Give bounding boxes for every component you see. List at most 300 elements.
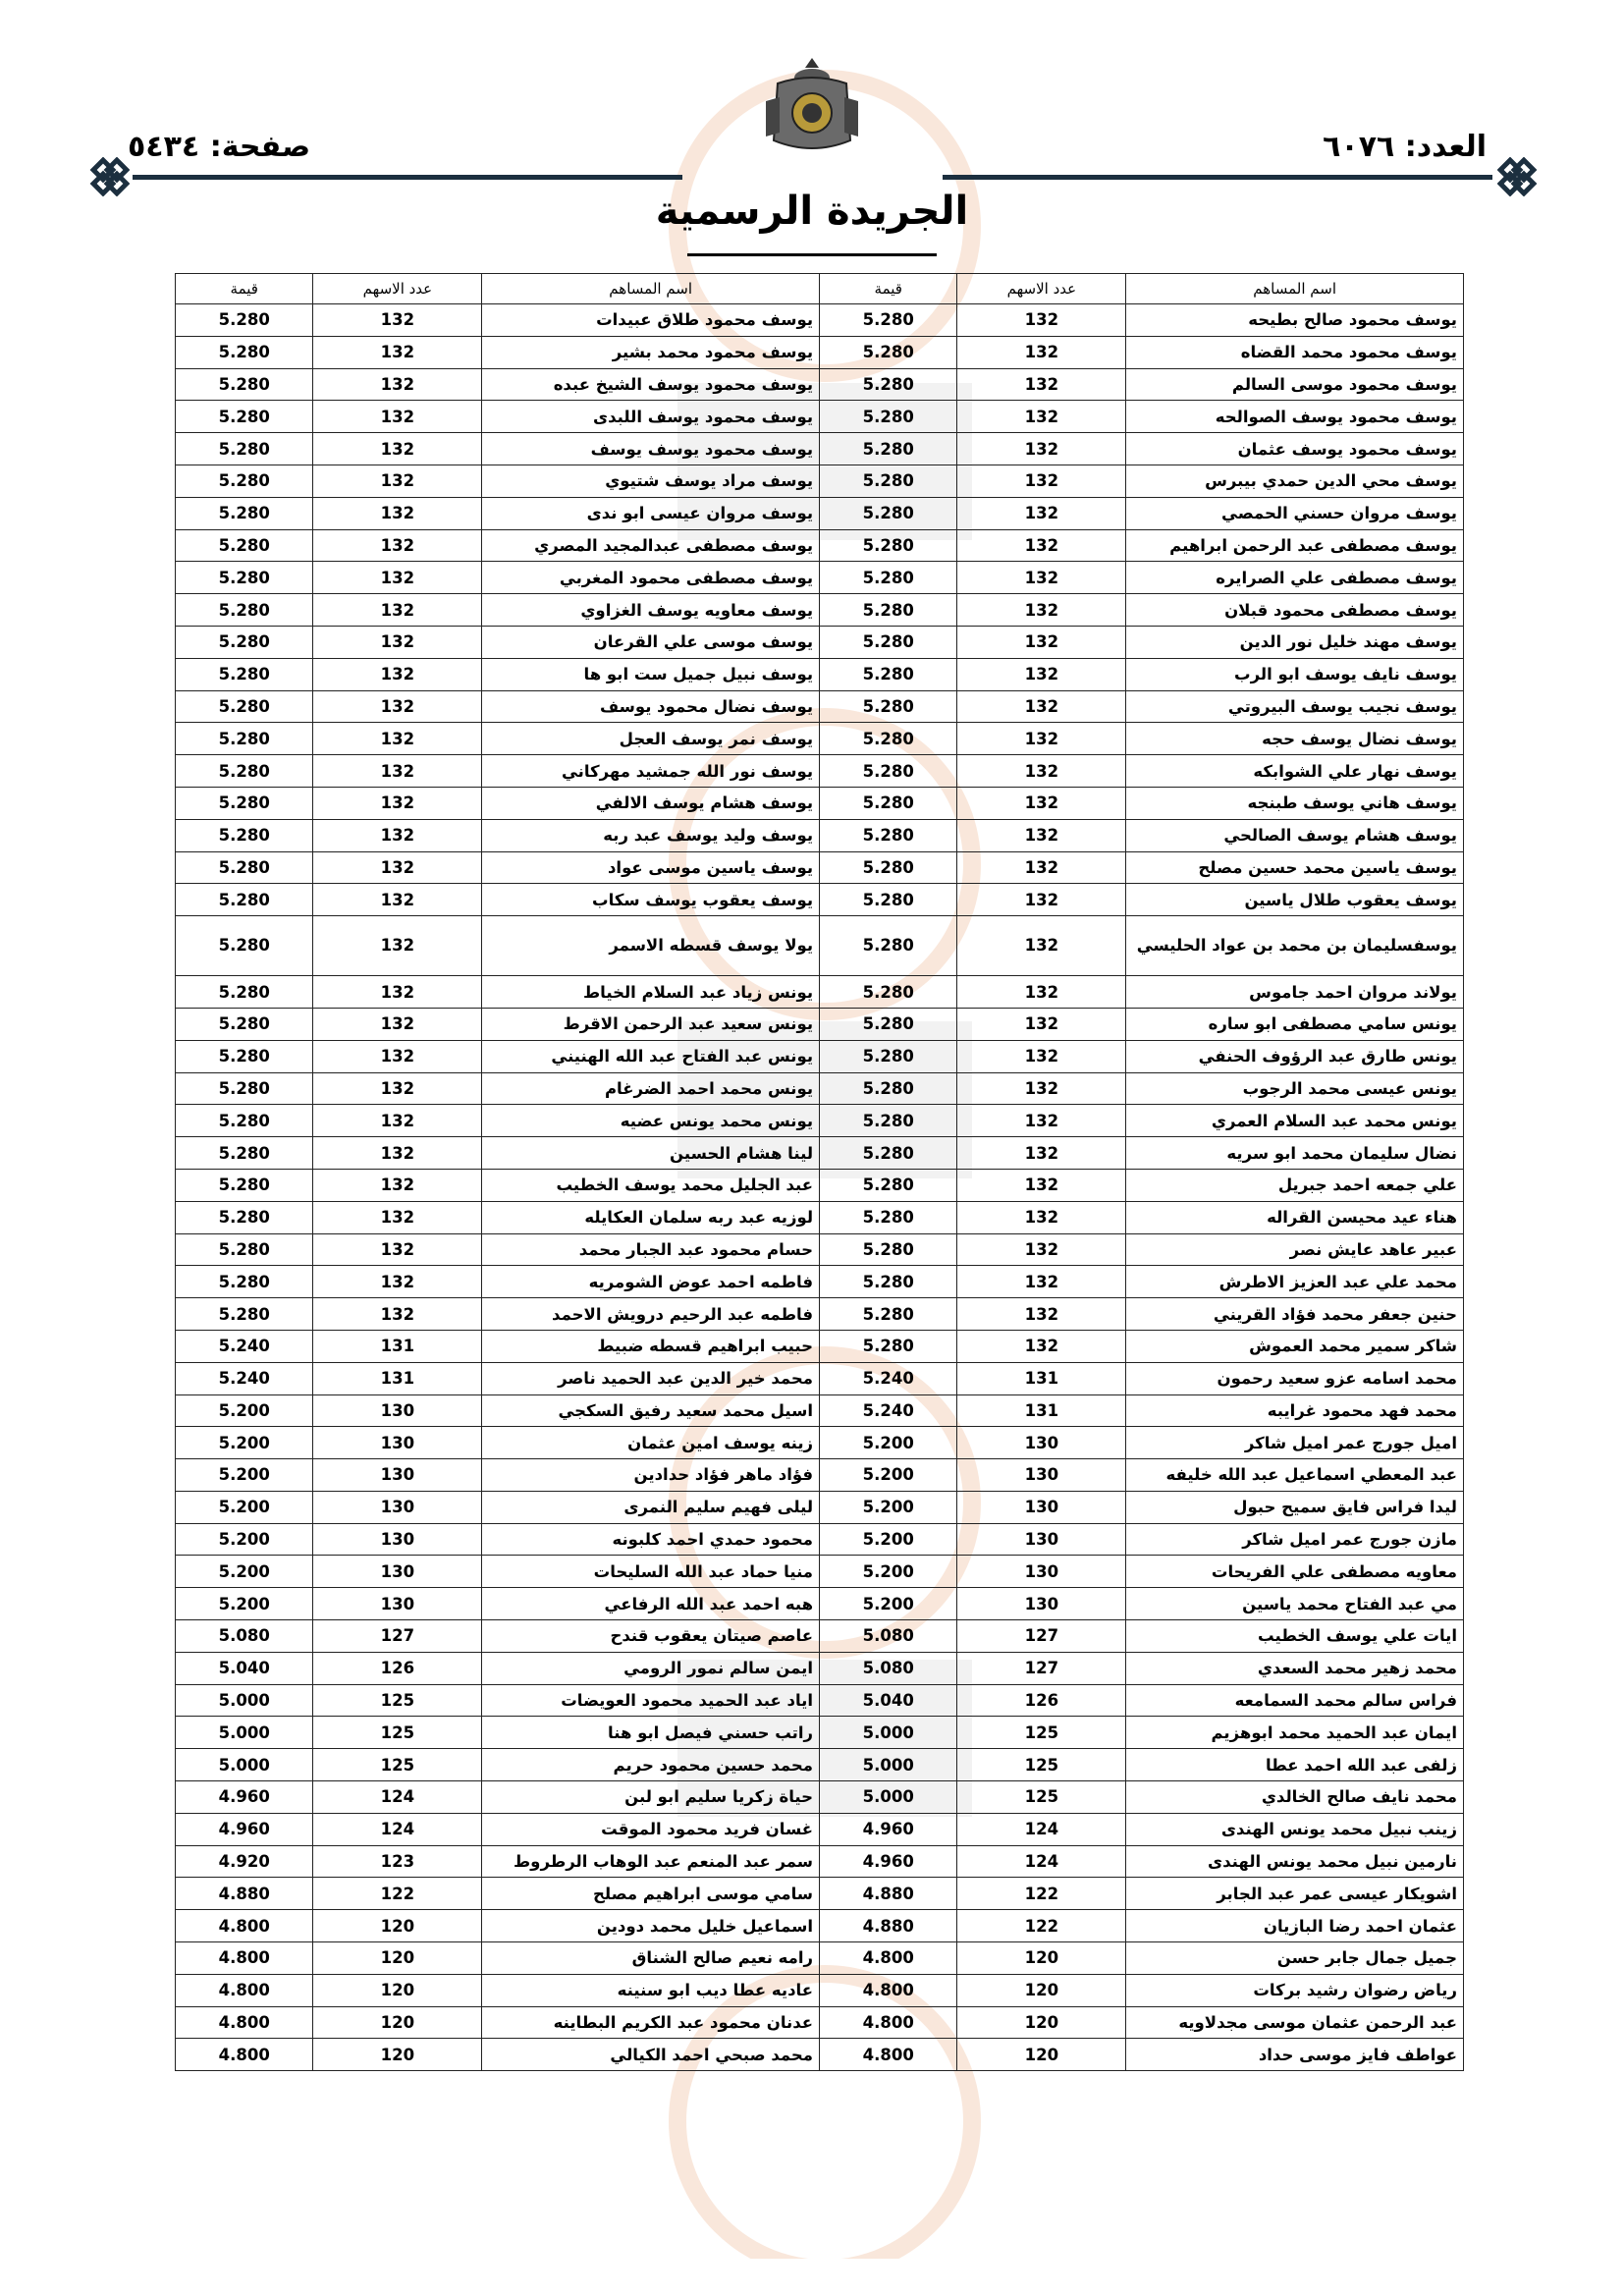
table-row [176, 1813, 1464, 1845]
shareholder-name-cell: يوسف محمود موسى السالم [1126, 368, 1464, 401]
share-count-cell: 120 [313, 1942, 482, 1975]
shareholder-name-cell: نضال سليمان محمد ابو سريه [1126, 1137, 1464, 1170]
share-value-cell: 5.000 [820, 1781, 957, 1814]
share-count-cell: 130 [313, 1459, 482, 1492]
shareholder-name-cell: يوسف ياسين موسى عواد [482, 851, 820, 884]
share-value-cell: 4.880 [820, 1878, 957, 1910]
shareholder-name-cell: عبد الجليل محمد يوسف الخطيب [482, 1169, 820, 1201]
table-row [176, 594, 1464, 627]
shareholder-name-cell: يوسف محمود صالح بطيحه [1126, 304, 1464, 337]
share-count-cell: 130 [313, 1427, 482, 1459]
shareholder-name-cell: يوسف وليد يوسف عبد ربه [482, 819, 820, 851]
shareholder-name-cell: حسام محمود عبد الجبار محمد [482, 1233, 820, 1266]
share-value-cell: 5.280 [176, 1040, 313, 1072]
share-count-cell: 120 [313, 2039, 482, 2071]
share-value-cell: 5.200 [176, 1491, 313, 1523]
share-count-cell: 122 [957, 1910, 1126, 1942]
share-value-cell: 5.240 [176, 1330, 313, 1362]
shareholder-name-cell: يوسف هشام يوسف الصالحي [1126, 819, 1464, 851]
share-value-cell: 5.280 [820, 1233, 957, 1266]
title-underline [687, 253, 937, 256]
table-row [176, 1910, 1464, 1942]
share-count-cell: 132 [957, 1298, 1126, 1331]
share-count-cell: 132 [313, 819, 482, 851]
shareholder-name-cell: يوسف نضال يوسف حجه [1126, 723, 1464, 755]
share-count-cell: 132 [957, 976, 1126, 1009]
share-value-cell: 5.000 [820, 1717, 957, 1749]
table-row [176, 1749, 1464, 1781]
share-value-cell: 5.280 [176, 884, 313, 916]
knot-ornament-icon [79, 157, 130, 196]
share-value-cell: 5.280 [820, 465, 957, 497]
share-count-cell: 122 [957, 1878, 1126, 1910]
share-value-cell: 5.280 [176, 465, 313, 497]
shareholder-name-cell: زينب نبيل محمد يونس الهندى [1126, 1813, 1464, 1845]
share-count-cell: 132 [957, 1105, 1126, 1137]
shareholder-name-cell: ايمان عبد الحميد محمد ابوهزيم [1126, 1717, 1464, 1749]
shareholder-name-cell: سامي موسى ابراهيم مصلح [482, 1878, 820, 1910]
table-row [176, 1878, 1464, 1910]
table-row [176, 819, 1464, 851]
share-count-cell: 132 [313, 1137, 482, 1170]
share-value-cell: 5.280 [176, 1233, 313, 1266]
table-row [176, 1072, 1464, 1105]
shareholder-name-cell: يوسف محمود يوسف اللبدى [482, 401, 820, 433]
share-value-cell: 5.280 [176, 916, 313, 976]
share-count-cell: 131 [313, 1362, 482, 1394]
share-count-cell: 130 [313, 1394, 482, 1427]
share-value-cell: 4.800 [176, 1910, 313, 1942]
share-count-cell: 124 [313, 1781, 482, 1814]
share-value-cell: 5.280 [176, 723, 313, 755]
shareholder-name-cell: يوسفسليمان بن محمد بن عواد الحليسي [1126, 916, 1464, 976]
shareholder-name-cell: نارمين نبيل محمد يونس الهندى [1126, 1845, 1464, 1878]
shareholder-name-cell: يوسف محمود يوسف الشيخ عبده [482, 368, 820, 401]
share-count-cell: 132 [957, 851, 1126, 884]
share-value-cell: 5.200 [820, 1491, 957, 1523]
table-row [176, 1137, 1464, 1170]
coat-of-arms-icon [758, 54, 866, 162]
shareholder-name-cell: يوسف محي الدين حمدي بيبرس [1126, 465, 1464, 497]
share-value-cell: 5.280 [176, 1008, 313, 1040]
share-value-cell: 5.280 [820, 497, 957, 529]
shareholder-name-cell: عاديه عطا ديب ابو سنينه [482, 1974, 820, 2006]
share-count-cell: 132 [313, 594, 482, 627]
share-count-cell: 132 [957, 529, 1126, 562]
table-header-row [176, 274, 1464, 304]
table-row [176, 1008, 1464, 1040]
share-value-cell: 5.280 [176, 594, 313, 627]
share-count-cell: 132 [313, 433, 482, 465]
table-row [176, 884, 1464, 916]
shareholder-name-cell: رامه نعيم صالح الشناق [482, 1942, 820, 1975]
table-body [176, 304, 1464, 2071]
share-count-cell: 132 [313, 497, 482, 529]
shareholder-name-cell: سمر عبد المنعم عبد الوهاب الرطروط [482, 1845, 820, 1878]
shareholder-name-cell: اسيل محمد سعيد رفيق السكجي [482, 1394, 820, 1427]
table-row [176, 1781, 1464, 1814]
shareholder-name-cell: زينه يوسف امين عثمان [482, 1427, 820, 1459]
share-value-cell: 5.240 [820, 1394, 957, 1427]
share-value-cell: 5.280 [820, 1072, 957, 1105]
share-count-cell: 132 [313, 690, 482, 723]
table-row [176, 497, 1464, 529]
share-count-cell: 132 [313, 1008, 482, 1040]
shareholder-name-cell: يونس محمد يونس عضيه [482, 1105, 820, 1137]
share-count-cell: 130 [957, 1427, 1126, 1459]
table-row [176, 1588, 1464, 1620]
shareholder-name-cell: يونس سعيد عبد الرحمن الاقرط [482, 1008, 820, 1040]
shareholder-name-cell: يوسف هاني يوسف طبنجه [1126, 787, 1464, 819]
share-value-cell: 5.000 [820, 1749, 957, 1781]
share-value-cell: 5.200 [820, 1556, 957, 1588]
column-header: عدد الاسهم [957, 274, 1126, 304]
shareholder-name-cell: يوسف نهار علي الشوابكه [1126, 755, 1464, 788]
table-row [176, 336, 1464, 368]
table-row [176, 1298, 1464, 1331]
share-count-cell: 130 [313, 1556, 482, 1588]
shareholder-name-cell: حياة زكريا سليم ابو لبن [482, 1781, 820, 1814]
share-value-cell: 5.280 [176, 497, 313, 529]
share-count-cell: 125 [957, 1781, 1126, 1814]
table-row [176, 304, 1464, 337]
share-value-cell: 4.800 [176, 1942, 313, 1975]
shareholder-name-cell: مازن جورج عمر اميل شاكر [1126, 1523, 1464, 1556]
share-value-cell: 5.280 [820, 690, 957, 723]
share-value-cell: 5.280 [820, 594, 957, 627]
share-value-cell: 5.280 [176, 433, 313, 465]
shareholder-name-cell: يوسف مهند خليل نور الدين [1126, 626, 1464, 658]
table-row [176, 1459, 1464, 1492]
share-count-cell: 132 [957, 1266, 1126, 1298]
table-row [176, 465, 1464, 497]
table-row [176, 723, 1464, 755]
shareholder-name-cell: عدنان محمود عبد الكريم البطاينه [482, 2006, 820, 2039]
shareholder-name-cell: ليدا فراس فايق سميح حبول [1126, 1491, 1464, 1523]
share-count-cell: 132 [313, 1072, 482, 1105]
share-count-cell: 132 [313, 336, 482, 368]
share-value-cell: 5.280 [820, 1137, 957, 1170]
table-row [176, 1427, 1464, 1459]
page-header [0, 0, 1624, 265]
column-header: قيمة [820, 274, 957, 304]
shareholder-name-cell: يونس طارق عبد الرؤوف الحنفي [1126, 1040, 1464, 1072]
share-count-cell: 130 [313, 1491, 482, 1523]
share-count-cell: 132 [957, 1233, 1126, 1266]
shareholder-name-cell: ايمن سالم نمور الرومي [482, 1652, 820, 1684]
share-value-cell: 5.280 [820, 819, 957, 851]
table-row [176, 562, 1464, 594]
share-count-cell: 132 [957, 562, 1126, 594]
table-row [176, 787, 1464, 819]
share-value-cell: 5.280 [820, 723, 957, 755]
table-row [176, 1620, 1464, 1653]
share-count-cell: 132 [957, 884, 1126, 916]
shareholder-name-cell: يونس عيسى محمد الرجوب [1126, 1072, 1464, 1105]
share-count-cell: 131 [957, 1394, 1126, 1427]
shareholder-name-cell: يوسف محمود يوسف عثمان [1126, 433, 1464, 465]
share-value-cell: 4.880 [176, 1878, 313, 1910]
shareholder-name-cell: ايات علي يوسف الخطيب [1126, 1620, 1464, 1653]
shareholder-name-cell: يوسف مصطفى عبد الرحمن ابراهيم [1126, 529, 1464, 562]
table-row [176, 1266, 1464, 1298]
share-count-cell: 127 [957, 1620, 1126, 1653]
table-row [176, 1105, 1464, 1137]
table-row [176, 433, 1464, 465]
shareholder-name-cell: يولا يوسف قسطه الاسمر [482, 916, 820, 976]
share-value-cell: 5.280 [176, 1266, 313, 1298]
column-header: اسم المساهم [1126, 274, 1464, 304]
share-value-cell: 5.200 [176, 1427, 313, 1459]
share-count-cell: 132 [957, 465, 1126, 497]
share-value-cell: 5.280 [820, 1201, 957, 1233]
share-count-cell: 132 [957, 497, 1126, 529]
share-count-cell: 132 [313, 1298, 482, 1331]
shareholder-name-cell: محمود حمدي احمد كلبونه [482, 1523, 820, 1556]
share-value-cell: 5.280 [176, 690, 313, 723]
table-row [176, 1201, 1464, 1233]
shareholder-name-cell: يوسف مروان حسني الحمصي [1126, 497, 1464, 529]
share-value-cell: 5.280 [176, 787, 313, 819]
shareholder-name-cell: اياد عبد الحميد محمود العويضات [482, 1684, 820, 1717]
shareholder-name-cell: يوسف مراد يوسف شتيوي [482, 465, 820, 497]
share-count-cell: 131 [957, 1362, 1126, 1394]
share-value-cell: 4.800 [820, 2039, 957, 2071]
shareholder-name-cell: حبيب ابراهيم قسطه ضبيط [482, 1330, 820, 1362]
share-value-cell: 5.200 [176, 1588, 313, 1620]
page-number: صفحة: ٥٤٣٤ [128, 130, 311, 164]
shareholder-name-cell: محمد خير الدين عبد الحميد ناصر [482, 1362, 820, 1394]
share-count-cell: 130 [313, 1523, 482, 1556]
share-count-cell: 132 [313, 1201, 482, 1233]
share-value-cell: 5.280 [820, 562, 957, 594]
shareholder-name-cell: فراس سالم محمد السمامعه [1126, 1684, 1464, 1717]
share-count-cell: 123 [313, 1845, 482, 1878]
share-value-cell: 5.280 [820, 1169, 957, 1201]
share-value-cell: 4.920 [176, 1845, 313, 1878]
share-value-cell: 4.960 [820, 1813, 957, 1845]
share-value-cell: 5.280 [820, 1040, 957, 1072]
issue-number: العدد: ٦٠٧٦ [1323, 130, 1487, 164]
share-count-cell: 132 [957, 1169, 1126, 1201]
share-count-cell: 130 [957, 1491, 1126, 1523]
share-value-cell: 5.200 [176, 1556, 313, 1588]
shareholder-name-cell: راتب حسني فيصل ابو هنا [482, 1717, 820, 1749]
shareholder-name-cell: يوسف محمود يوسف الصوالحه [1126, 401, 1464, 433]
share-value-cell: 5.280 [176, 1201, 313, 1233]
share-value-cell: 5.280 [176, 529, 313, 562]
share-count-cell: 132 [313, 626, 482, 658]
shareholder-name-cell: يوسف محمود يوسف يوسف [482, 433, 820, 465]
share-value-cell: 4.800 [820, 1942, 957, 1975]
table-row [176, 916, 1464, 976]
shareholder-name-cell: زلفى عبد الله احمد عطا [1126, 1749, 1464, 1781]
shareholder-name-cell: هبه احمد عبد الله الرفاعي [482, 1588, 820, 1620]
share-count-cell: 127 [957, 1652, 1126, 1684]
shareholder-name-cell: يولاند مروان احمد جاموس [1126, 976, 1464, 1009]
shareholder-name-cell: يوسف محمود محمد القضاه [1126, 336, 1464, 368]
share-value-cell: 5.240 [820, 1362, 957, 1394]
share-count-cell: 132 [957, 690, 1126, 723]
shareholder-name-cell: غسان فريد محمود الموقت [482, 1813, 820, 1845]
share-count-cell: 125 [957, 1717, 1126, 1749]
share-value-cell: 5.280 [176, 1072, 313, 1105]
share-count-cell: 120 [957, 2006, 1126, 2039]
share-count-cell: 132 [957, 787, 1126, 819]
share-count-cell: 132 [313, 1040, 482, 1072]
shareholder-name-cell: يوسف مصطفى عبدالمجيد المصري [482, 529, 820, 562]
share-count-cell: 132 [313, 976, 482, 1009]
shareholder-name-cell: يوسف مصطفى علي الصرايره [1126, 562, 1464, 594]
share-value-cell: 5.280 [176, 976, 313, 1009]
shareholders-table [175, 273, 1464, 2071]
share-count-cell: 132 [957, 819, 1126, 851]
share-value-cell: 5.280 [820, 884, 957, 916]
shareholder-name-cell: محمد حسين محمود حريم [482, 1749, 820, 1781]
share-count-cell: 132 [957, 658, 1126, 690]
shareholder-name-cell: فؤاد ماهر فؤاد حدادين [482, 1459, 820, 1492]
shareholder-name-cell: عاصم صيتان يعقوب قندح [482, 1620, 820, 1653]
table-row [176, 2039, 1464, 2071]
shareholder-name-cell: يوسف ياسين محمد حسين مصلح [1126, 851, 1464, 884]
share-count-cell: 125 [313, 1684, 482, 1717]
share-value-cell: 5.280 [176, 368, 313, 401]
shareholder-name-cell: عبد الرحمن عثمان موسى مجدلاويه [1126, 2006, 1464, 2039]
share-value-cell: 5.200 [820, 1427, 957, 1459]
share-count-cell: 120 [957, 1974, 1126, 2006]
share-value-cell: 5.280 [176, 755, 313, 788]
shareholder-name-cell: يونس سامي مصطفى ابو ساره [1126, 1008, 1464, 1040]
share-count-cell: 132 [313, 529, 482, 562]
share-value-cell: 5.200 [176, 1523, 313, 1556]
shareholder-name-cell: يوسف مروان عيسى ابو ندى [482, 497, 820, 529]
share-count-cell: 120 [313, 2006, 482, 2039]
share-count-cell: 132 [957, 755, 1126, 788]
share-value-cell: 5.280 [176, 819, 313, 851]
share-value-cell: 5.280 [820, 368, 957, 401]
share-count-cell: 120 [313, 1974, 482, 2006]
share-count-cell: 132 [957, 1040, 1126, 1072]
share-value-cell: 5.240 [176, 1362, 313, 1394]
shareholder-name-cell: يوسف مصطفى محمود المغربي [482, 562, 820, 594]
share-value-cell: 5.040 [820, 1684, 957, 1717]
shareholder-name-cell: منيا حماد عبد الله السليحات [482, 1556, 820, 1588]
shareholder-name-cell: يوسف نبيل جميل ست ابو ها [482, 658, 820, 690]
share-count-cell: 132 [313, 723, 482, 755]
share-count-cell: 132 [313, 1266, 482, 1298]
share-value-cell: 5.280 [820, 304, 957, 337]
share-value-cell: 4.800 [176, 1974, 313, 2006]
share-value-cell: 5.280 [176, 658, 313, 690]
share-count-cell: 132 [957, 1201, 1126, 1233]
share-value-cell: 5.280 [176, 336, 313, 368]
share-value-cell: 5.280 [820, 401, 957, 433]
table-row [176, 1845, 1464, 1878]
share-value-cell: 5.280 [820, 916, 957, 976]
share-count-cell: 124 [313, 1813, 482, 1845]
share-value-cell: 5.280 [820, 433, 957, 465]
share-count-cell: 131 [313, 1330, 482, 1362]
shareholder-name-cell: عثمان احمد رضا البازيان [1126, 1910, 1464, 1942]
table-row [176, 851, 1464, 884]
shareholder-name-cell: لوزيه عبد ربه سلمان العكايله [482, 1201, 820, 1233]
share-value-cell: 5.280 [176, 626, 313, 658]
shareholder-name-cell: يونس محمد احمد الضرغام [482, 1072, 820, 1105]
column-header: اسم المساهم [482, 274, 820, 304]
share-count-cell: 132 [957, 336, 1126, 368]
share-value-cell: 5.200 [820, 1588, 957, 1620]
share-value-cell: 4.960 [176, 1813, 313, 1845]
shareholder-name-cell: يونس محمد عبد السلام العمري [1126, 1105, 1464, 1137]
share-value-cell: 5.200 [820, 1523, 957, 1556]
table-row [176, 1523, 1464, 1556]
share-value-cell: 5.280 [820, 626, 957, 658]
share-count-cell: 132 [957, 401, 1126, 433]
share-count-cell: 126 [957, 1684, 1126, 1717]
table-row [176, 401, 1464, 433]
table-row [176, 1362, 1464, 1394]
share-count-cell: 130 [313, 1588, 482, 1620]
share-count-cell: 132 [313, 755, 482, 788]
share-count-cell: 132 [957, 304, 1126, 337]
share-count-cell: 130 [957, 1588, 1126, 1620]
share-count-cell: 132 [313, 304, 482, 337]
shareholder-name-cell: محمد اسامه عزو سعيد رحمون [1126, 1362, 1464, 1394]
shareholder-name-cell: يوسف يعقوب طلال ياسين [1126, 884, 1464, 916]
share-value-cell: 5.280 [176, 562, 313, 594]
shareholder-name-cell: معاويه مصطفى علي الفريحات [1126, 1556, 1464, 1588]
share-count-cell: 132 [313, 658, 482, 690]
shareholder-name-cell: هناء عيد محيسن القراله [1126, 1201, 1464, 1233]
share-value-cell: 5.280 [820, 658, 957, 690]
table-row [176, 1040, 1464, 1072]
share-count-cell: 120 [313, 1910, 482, 1942]
share-count-cell: 125 [313, 1717, 482, 1749]
table-row [176, 1942, 1464, 1975]
shareholder-name-cell: يوسف مصطفى محمود قبلان [1126, 594, 1464, 627]
share-value-cell: 5.080 [820, 1652, 957, 1684]
share-count-cell: 132 [313, 916, 482, 976]
share-count-cell: 132 [957, 594, 1126, 627]
share-count-cell: 124 [957, 1845, 1126, 1878]
shareholder-name-cell: يوسف نجيب يوسف البيروتي [1126, 690, 1464, 723]
shareholder-name-cell: عواطف فايز موسى حداد [1126, 2039, 1464, 2071]
share-value-cell: 4.960 [176, 1781, 313, 1814]
share-count-cell: 132 [957, 1137, 1126, 1170]
shareholder-name-cell: يوسف يعقوب يوسف سكاب [482, 884, 820, 916]
shareholder-name-cell: عبير عاهد عايش نصر [1126, 1233, 1464, 1266]
share-value-cell: 5.200 [820, 1459, 957, 1492]
share-value-cell: 5.200 [176, 1459, 313, 1492]
column-header: عدد الاسهم [313, 274, 482, 304]
share-value-cell: 5.280 [820, 787, 957, 819]
shareholder-name-cell: مي عبد الفتاح محمد ياسين [1126, 1588, 1464, 1620]
share-value-cell: 5.280 [176, 1169, 313, 1201]
table-row [176, 1394, 1464, 1427]
share-count-cell: 130 [957, 1523, 1126, 1556]
share-value-cell: 4.880 [820, 1910, 957, 1942]
table-row [176, 658, 1464, 690]
share-value-cell: 5.280 [176, 1105, 313, 1137]
share-value-cell: 5.280 [176, 304, 313, 337]
share-count-cell: 127 [313, 1620, 482, 1653]
share-value-cell: 5.280 [820, 336, 957, 368]
table-row [176, 976, 1464, 1009]
share-value-cell: 5.280 [176, 1298, 313, 1331]
shareholder-name-cell: يونس زياد عبد السلام الخياط [482, 976, 820, 1009]
header-rule-left [133, 175, 682, 180]
table-row [176, 626, 1464, 658]
